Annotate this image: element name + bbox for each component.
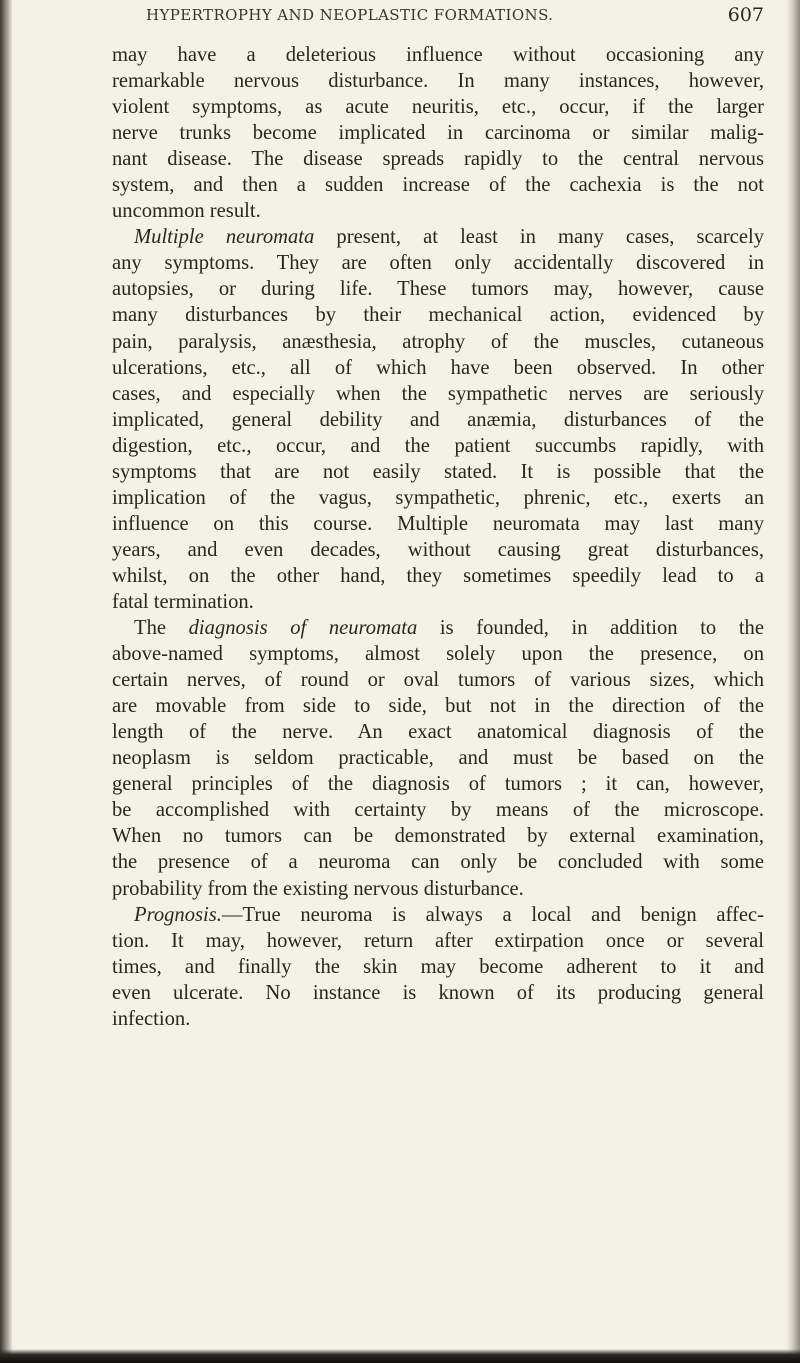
paragraph-diagnosis xyxy=(112,615,764,902)
text-line: are movable from side to side, but not in the direction of the xyxy=(112,695,764,718)
text-line: implication of the vagus, sympathetic, phrenic, etc., exerts an xyxy=(112,486,764,509)
page-right-edge-shadow xyxy=(786,0,800,1363)
text-line: remarkable nervous disturbance. In many instances, however, xyxy=(112,70,764,93)
section-lead-italic: Multiple neuromata xyxy=(134,226,315,249)
text-line: system, and then a sudden increase of the cachexia is the not xyxy=(112,174,764,197)
text-line: digestion, etc., occur, and the patient succumbs rapidly, with xyxy=(112,434,764,457)
paragraph-multiple-neuromata xyxy=(112,224,764,615)
text-line: neoplasm is seldom practicable, and must be based on the xyxy=(112,747,764,770)
text-span: The xyxy=(134,617,189,640)
text-line: whilst, on the other hand, they sometimes speedily lead to a xyxy=(112,564,764,587)
page-body xyxy=(112,42,764,1032)
text-line: probability from the existing nervous disturbance. xyxy=(112,877,524,900)
text-line: times, and finally the skin may become adherent to it and xyxy=(112,955,764,978)
text-line: length of the nerve. An exact anatomical diagnosis of the xyxy=(112,721,764,744)
text-line: many disturbances by their mechanical action, evidenced by xyxy=(112,304,764,327)
page-bottom-edge-shadow xyxy=(0,1349,800,1363)
text-line: ulcerations, etc., all of which have been observed. In other xyxy=(112,356,764,379)
text-line: tion. It may, however, return after extirpation once or several xyxy=(112,929,764,952)
text-line: infection. xyxy=(112,1007,191,1030)
page-left-edge-shadow xyxy=(0,0,12,1363)
text-span: is founded, in addition to the xyxy=(417,617,764,640)
section-lead-italic: diagnosis of neuromata xyxy=(188,617,418,640)
text-line: implicated, general debility and anæmia, disturbances of the xyxy=(112,408,764,431)
text-line: uncommon result. xyxy=(112,200,261,223)
text-span: present, at least in many cases, scarcely xyxy=(314,226,764,249)
text-line: pain, paralysis, anæsthesia, atrophy of the muscles, cutaneous xyxy=(112,330,764,353)
text-line: influence on this course. Multiple neuromata may last many xyxy=(112,512,764,535)
text-line: years, and even decades, without causing great disturbances, xyxy=(112,538,764,561)
text-line xyxy=(112,615,764,641)
running-head: HYPERTROPHY AND NEOPLASTIC FORMATIONS. xyxy=(146,6,554,24)
text-span: —True neuroma is always a local and benign affec- xyxy=(221,903,764,926)
paragraph-prognosis xyxy=(112,902,764,1032)
text-line: violent symptoms, as acute neuritis, etc., occur, if the larger xyxy=(112,96,764,119)
text-line: certain nerves, of round or oval tumors of various sizes, which xyxy=(112,669,764,692)
text-line: nerve trunks become implicated in carcinoma or similar malig- xyxy=(112,122,764,145)
text-line: above-named symptoms, almost solely upon the presence, on xyxy=(112,643,764,666)
text-line: cases, and especially when the sympathetic nerves are seriously xyxy=(112,382,764,405)
text-line: the presence of a neuroma can only be concluded with some xyxy=(112,851,764,874)
text-line: even ulcerate. No instance is known of its producing general xyxy=(112,981,764,1004)
text-line: be accomplished with certainty by means of the microscope. xyxy=(112,799,764,822)
text-line xyxy=(112,224,764,250)
text-line: autopsies, or during life. These tumors may, however, cause xyxy=(112,278,764,301)
paragraph-1 xyxy=(112,42,764,224)
page-number: 607 xyxy=(727,4,764,26)
text-line: When no tumors can be demonstrated by external examination, xyxy=(112,825,764,848)
text-line: general principles of the diagnosis of tumors ; it can, however, xyxy=(112,773,764,796)
text-line: any symptoms. They are often only accidentally discovered in xyxy=(112,252,764,275)
text-line: fatal termination. xyxy=(112,590,254,613)
text-line: nant disease. The disease spreads rapidly to the central nervous xyxy=(112,148,764,171)
text-line: may have a deleterious influence without occasioning any xyxy=(112,44,764,66)
text-line xyxy=(112,902,764,928)
page-header xyxy=(146,4,766,34)
text-line: symptoms that are not easily stated. It is possible that the xyxy=(112,460,764,483)
section-lead-italic: Prognosis. xyxy=(134,903,222,926)
